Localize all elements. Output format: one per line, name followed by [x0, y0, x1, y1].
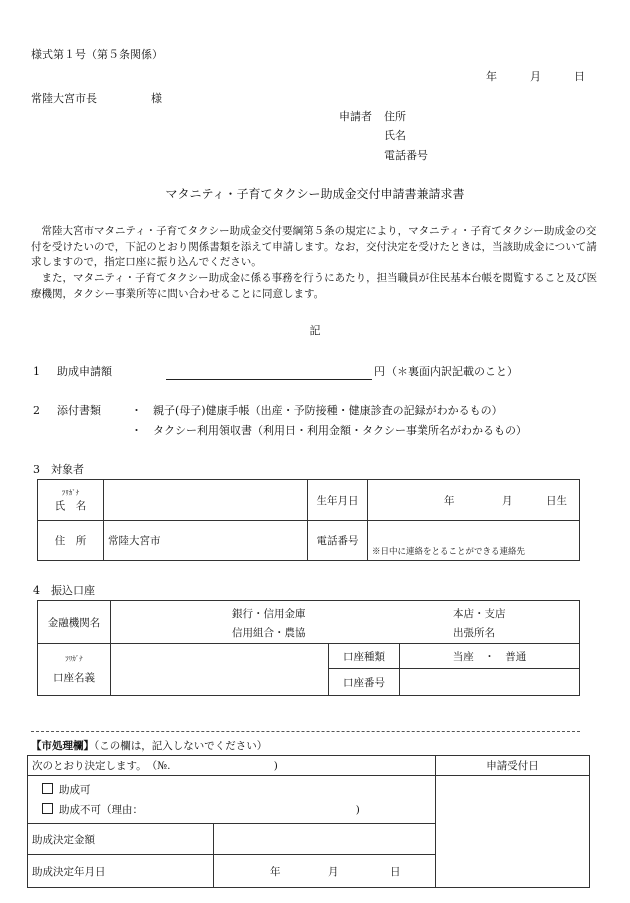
- applicant-label: 申請者: [339, 110, 372, 123]
- form-title: マタニティ・子育てタクシー助成金交付申請書兼請求書: [165, 187, 465, 201]
- office-header-note: （この欄は，記入しないでください）: [94, 740, 268, 752]
- receipt-stamp-cell: [436, 776, 590, 888]
- item3-heading: 3 対象者: [33, 463, 84, 476]
- bank-type-2: 信用組合・農協: [232, 627, 306, 639]
- furigana-label: ﾌﾘｶﾞﾅ: [61, 488, 80, 497]
- birth-label: 生年月日: [308, 480, 368, 521]
- address-value[interactable]: 常陸大宮市: [104, 521, 308, 561]
- office-table: [27, 755, 590, 888]
- phone-note: ※日中に連絡をとることができる連絡先: [372, 547, 526, 557]
- item1-number: 1: [33, 365, 40, 378]
- applicant-address-label: 住所: [384, 110, 406, 123]
- name-label-cell: [38, 480, 104, 521]
- cut-line: [31, 731, 580, 732]
- amount-decided-label: 助成決定金額: [28, 824, 214, 855]
- decision-month: 月: [328, 866, 339, 878]
- holder-label-cell: [38, 644, 111, 696]
- name-input-cell[interactable]: [104, 480, 308, 521]
- item1-unit: 円: [374, 365, 385, 378]
- decision-line-cell: [28, 756, 436, 776]
- item2-number: 2: [33, 404, 40, 417]
- applicant-name-label: 氏名: [384, 129, 406, 142]
- holder-furigana-label: ﾌﾘｶﾞﾅ: [65, 655, 83, 663]
- account-number-input[interactable]: [400, 669, 580, 696]
- item1-label: 助成申請額: [57, 365, 112, 378]
- holder-label: 口座名義: [53, 672, 95, 684]
- item1-note: （＊裏面内訳記載のこと）: [386, 365, 518, 378]
- item2-label: 添付書類: [57, 404, 101, 417]
- approval-cell: [28, 776, 436, 824]
- date-month: 月: [530, 70, 541, 83]
- decision-line: 次のとおり決定します。 （№.: [32, 760, 171, 772]
- ki-heading: 記: [309, 324, 321, 337]
- account-number-label: 口座番号: [329, 669, 400, 696]
- holder-input-cell[interactable]: [111, 644, 329, 696]
- decision-year: 年: [270, 866, 281, 878]
- branch-type-1: 本店・支店: [453, 608, 506, 620]
- bank-type-1: 銀行・信用金庫: [232, 608, 306, 620]
- form-number: 様式第１号（第５条関係）: [31, 48, 163, 61]
- attachment-doc-1: ・ 親子(母子)健康手帳（出産・予防接種・健康診査の記録がわかるもの）: [131, 404, 503, 417]
- reject-checkbox[interactable]: [42, 803, 53, 814]
- receipt-label: 申請受付日: [436, 756, 590, 776]
- body-paragraph-2: また，マタニティ・子育てタクシー助成金に係る事務を行うにあたり，担当職員が住民基本台帳を閲覧すること及び医療機関，タクシー事業所等に問い合わせることに同意します。: [31, 272, 598, 300]
- reject-option: [42, 800, 431, 820]
- addressee-name: 常陸大宮市長: [31, 92, 97, 105]
- bank-label: 金融機関名: [38, 601, 111, 644]
- name-label: 氏 名: [54, 499, 87, 512]
- birth-day: 日生: [546, 495, 567, 507]
- decision-close: ): [273, 760, 278, 772]
- amount-decided-value: [214, 824, 436, 855]
- account-type-label: 口座種類: [329, 644, 400, 669]
- attachment-doc-2: ・ タクシー利用領収書（利用日・利用金額・タクシー事業所名がわかるもの）: [131, 424, 527, 437]
- account-type-value[interactable]: 当座 ・ 普通: [400, 644, 580, 669]
- addressee-suffix: 様: [151, 92, 162, 105]
- reject-close: ): [355, 803, 360, 816]
- amount-input-line[interactable]: [166, 379, 372, 380]
- birth-year: 年: [444, 495, 455, 507]
- applicant-phone-label: 電話番号: [384, 149, 428, 162]
- item4-heading: 4 振込口座: [33, 584, 95, 597]
- decision-date-label: 助成決定年月日: [28, 855, 214, 888]
- body-paragraph-1: 常陸大宮市マタニティ・子育てタクシー助成金交付要綱第５条の規定により，マタニティ・子育てタクシー助成金の交付を受けたいので，下記のとおり関係書類を添えて申請します。なお，交付決定を受けたときは，当該助成金について請求しますので，指定口座に振り込んでください。: [31, 225, 597, 268]
- office-header: [31, 739, 267, 753]
- phone-input-cell[interactable]: [368, 521, 580, 561]
- bank-account-table: [37, 600, 580, 696]
- decision-day: 日: [390, 866, 401, 878]
- reject-label: 助成不可（理由：: [59, 803, 138, 816]
- birth-month: 月: [502, 495, 513, 507]
- birth-input-cell[interactable]: [368, 480, 580, 521]
- bank-input-cell[interactable]: [111, 601, 580, 644]
- date-year: 年: [486, 70, 497, 83]
- approve-label: 助成可: [59, 783, 91, 796]
- target-person-table: [37, 479, 580, 561]
- office-header-bold: 【市処理欄】: [31, 740, 94, 752]
- decision-date-value: [214, 855, 436, 888]
- branch-type-2: 出張所名: [453, 627, 495, 639]
- approve-option: [42, 780, 431, 800]
- address-label: 住 所: [38, 521, 104, 561]
- date-day: 日: [574, 70, 585, 83]
- phone-label: 電話番号: [308, 521, 368, 561]
- approve-checkbox[interactable]: [42, 783, 53, 794]
